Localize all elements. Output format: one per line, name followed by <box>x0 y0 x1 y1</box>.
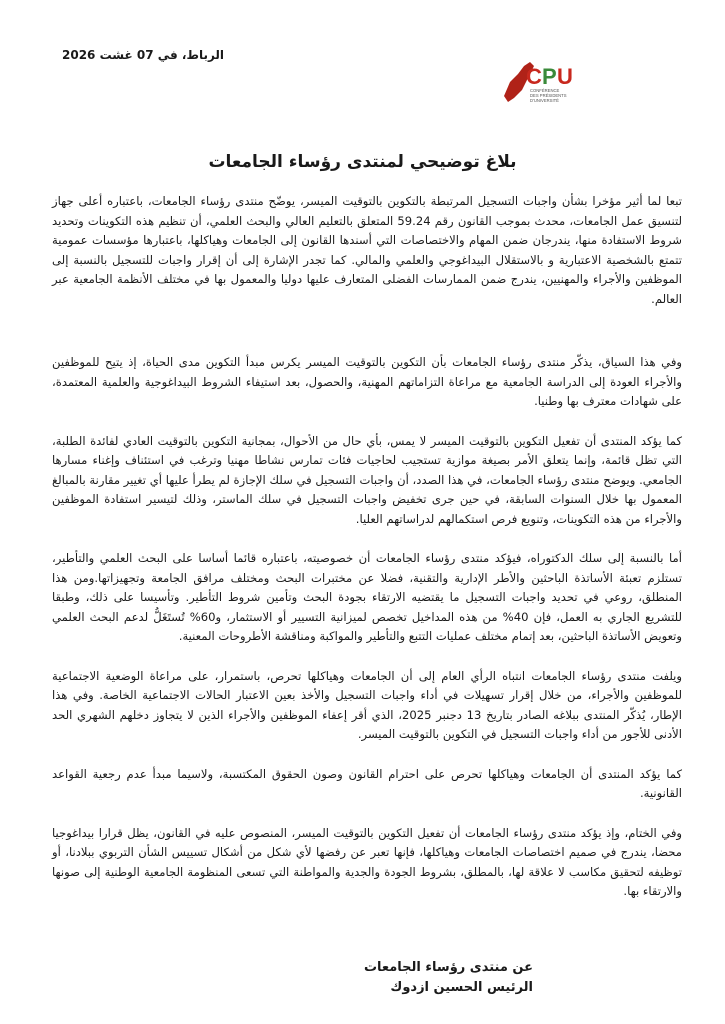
paragraph-5: ويلفت منتدى رؤساء الجامعات انتباه الرأي العام إلى أن الجامعات وهياكلها تحرص، باستمرار، على مراعاة الوضعية الاجتماعية للموظفين والأجراء، من خلال إقرار تسهيلات في أداء واجبات التسجيل والأخذ بعين الاعتبار الحالات الاجتماعية الخاصة. وفي هذا الإطار، يُذكّر المنتدى ببلاغه الصادر بتاريخ 13 دجنبر 2025، الذي أقر إعفاء الموظفين والأجراء الذين لا يتجاوز دخلهم الشهري الحد الأدنى للأجور من أداء واجبات التسجيل في التكوين بالتوقيت الميسر. <box>52 668 682 741</box>
logo-subtitle-2: DES PRÉSIDENTS <box>530 93 567 98</box>
cpu-logo <box>500 52 580 108</box>
document-title: بلاغ توضيحي لمنتدى رؤساء الجامعات <box>208 152 517 172</box>
paragraph-4: أما بالنسبة إلى سلك الدكتوراه، فيؤكد منتدى رؤساء الجامعات أن خصوصيته، باعتباره قائما أساسا على البحث العلمي والتأطير، تستلزم تعبئة الأساتذة الباحثين والأطر الإدارية والتقنية، فضلا عن مختبرات البحث ومختلف مرافق الجامعة وتجهيزاتها.ومن هذا المنطلق، روعي في تحديد واجبات التسجيل ما يقتضيه الارتقاء بجودة البحث وتأمين شروط التأطير. وتأسيسا على ذلك، وطبقا للتشريع الجاري به العمل، فإن 40% من هذه المداخيل تخصص لميزانية التسيير أو الاستثمار، و60% تُستَغَلُّ لدعم البحث العلمي وتعويض الأساتذة الباحثين، بعد إتمام مختلف عمليات التتبع والتأطير والمواكبة ومناقشة الأطروحات المعنية. <box>52 551 682 643</box>
paragraph-1: تبعا لما أثير مؤخرا بشأن واجبات التسجيل المرتبطة بالتكوين بالتوقيت الميسر، يوضّح منتدى رؤساء الجامعات، باعتباره أعلى جهاز لتنسيق عمل الجامعات، محدث بموجب القانون رقم 59.24 المتعلق بالتعليم العالي والبحث العلمي، أن تنظيم هذه التكوينات وتحديد شروط الاستفادة منها، يندرجان ضمن المهام والاختصاصات التي أسندها القانون إلى الجامعات وهياكلها، باعتبارها مؤسسات عمومية تتمتع بالشخصية الاعتبارية و بالاستقلال البيداغوجي والعلمي والمالي. كما تجدر الإشارة إلى أن إقرار واجبات للتسجيل بالنسبة إلى الموظفين والأجراء والمهنيين، يندرج ضمن الممارسات الفضلى المتعارف عليها دوليا والمعمول بها في مختلف الأنظمة الجامعية عبر العالم. <box>52 194 682 306</box>
date-line: الرباط، في 07 غشت 2026 <box>62 48 225 62</box>
logo-subtitle-1: CONFÉRENCE <box>530 88 560 93</box>
logo-letter-p: P <box>542 64 557 89</box>
paragraph-7: وفي الختام، وإذ يؤكد منتدى رؤساء الجامعات أن تفعيل التكوين بالتوقيت الميسر، المنصوص عليه في القانون، يظل قرارا بيداغوجيا محضا، يندرج في صميم اختصاصات الجامعات وهياكلها، فإنها تعبر عن رفضها لأي شكل من أشكال تسييس الشأن التربوي ببلادنا، أو توظيفه لتحقيق مكاسب لا علاقة لها، بالمطلق، بشروط الجودة والجدية والمواطنة التي تسعى المنظومة الجامعية الوطنية إلى صونها والارتقاء بها. <box>52 825 682 898</box>
paragraph-6: كما يؤكد المنتدى أن الجامعات وهياكلها تحرص على احترام القانون وصون الحقوق المكتسبة، ولاسيما مبدأ عدم رجعية القواعد القانونية. <box>52 766 682 800</box>
signature-line-1: عن منتدى رؤساء الجامعات <box>363 960 533 975</box>
signature-block <box>364 958 533 998</box>
signature-line-2: الرئيس الحسين ازدوك <box>390 980 533 995</box>
logo-subtitle-3: D'UNIVERSITÉ <box>530 98 559 103</box>
paragraph-2: وفي هذا السياق، يذكّر منتدى رؤساء الجامعات بأن التكوين بالتوقيت الميسر يكرس مبدأ التكوين مدى الحياة، إذ يتيح للموظفين والأجراء العودة إلى الدراسة الجامعية مع مراعاة التزاماتهم المهنية، والحصول، بعد استيفاء الشروط البيداغوجية والعلمية المعتمدة، على شهادات معترف بها وطنيا. <box>52 355 682 408</box>
logo-letter-u: U <box>557 64 573 89</box>
logo-letter-c: C <box>526 64 542 89</box>
document-body <box>52 192 682 922</box>
paragraph-3: كما يؤكد المنتدى أن تفعيل التكوين بالتوقيت الميسر لا يمس، بأي حال من الأحوال، بمجانية التكوين بالتوقيت العادي لفائدة الطلبة، التي تظل قائمة، وإنما يتعلق الأمر بصيغة موازية تستجيب لحاجيات فئات تمارس نشاطا مهنيا وترغب في استئناف وإغناء مسارها الجامعي. ويوضح منتدى رؤساء الجامعات، في هذا الصدد، أن واجبات التسجيل في سلك الإجازة لم يطرأ عليها أي تغيير مقارنة بالمبالغ المعمول بها خلال السنوات السابقة، في حين جرى تخفيض واجبات التسجيل في سلك الماستر، وذلك لتيسير استفادة الموظفين والأجراء من هذه التكوينات، وتنويع فرص استكمالهم لدراساتهم العليا. <box>52 433 682 526</box>
